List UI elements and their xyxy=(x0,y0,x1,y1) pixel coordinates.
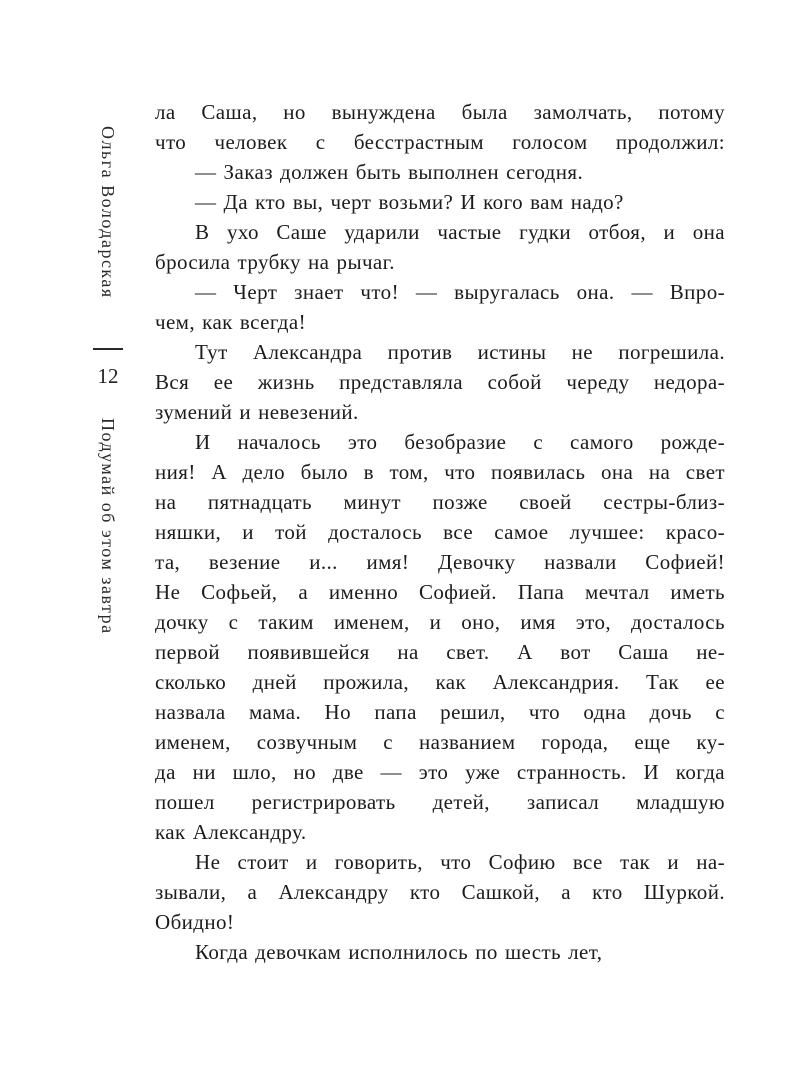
paragraph xyxy=(155,277,725,337)
text-line: сколько дней прожила, как Александрия. Так ее xyxy=(155,670,725,694)
text-line: В ухо Саше ударили частые гудки отбоя, и она xyxy=(195,220,725,244)
text-line: — Заказ должен быть выполнен сегодня. xyxy=(195,160,584,184)
paragraph xyxy=(155,337,725,427)
paragraph xyxy=(155,97,725,157)
text-line: зывали, а Александру кто Сашкой, а кто Шуркой. xyxy=(155,880,725,904)
divider-rule xyxy=(93,348,123,350)
text-line: ла Саша, но вынуждена была замолчать, потому xyxy=(155,100,725,124)
page-number: 12 xyxy=(97,364,119,388)
text-line: няшки, и той досталось все самое лучшее: красо- xyxy=(155,520,725,544)
text-line: именем, созвучным с названием города, еще ку- xyxy=(155,730,725,754)
body-text xyxy=(155,97,725,967)
paragraph xyxy=(155,847,725,937)
text-line: да ни шло, но две — это уже странность. И когда xyxy=(155,760,725,784)
text-line: пошел регистрировать детей, записал младшую xyxy=(155,790,725,814)
text-line: дочку с таким именем, и оно, имя это, досталось xyxy=(155,610,725,634)
paragraph xyxy=(155,937,725,967)
paragraph xyxy=(155,157,725,187)
text-line: И началось это безобразие с самого рожде- xyxy=(195,430,725,454)
text-line: Обидно! xyxy=(155,910,235,934)
text-line: первой появившейся на свет. А вот Саша не- xyxy=(155,640,725,664)
running-title: Подумай об этом завтра xyxy=(98,418,118,635)
text-line: — Черт знает что! — выругалась она. — Впро- xyxy=(195,280,725,304)
text-line: бросила трубку на рычаг. xyxy=(155,250,395,274)
text-line: на пятнадцать минут позже своей сестры-близ- xyxy=(155,490,725,514)
running-author: Ольга Володарская xyxy=(98,126,118,299)
text-line: ния! А дело было в том, что появилась она на свет xyxy=(155,460,725,484)
paragraph xyxy=(155,427,725,847)
paragraph xyxy=(155,187,725,217)
page-margin xyxy=(0,0,150,1080)
text-line: Не Софьей, а именно Софией. Папа мечтал иметь xyxy=(155,580,725,604)
text-line: Когда девочкам исполнилось по шесть лет, xyxy=(195,940,603,964)
text-line: та, везение и... имя! Девочку назвали Софией! xyxy=(155,550,725,574)
text-line: зумений и невезений. xyxy=(155,400,359,424)
paragraph xyxy=(155,217,725,277)
text-line: — Да кто вы, черт возьми? И кого вам надо? xyxy=(195,190,624,214)
text-line: что человек с бесстрастным голосом продолжил: xyxy=(155,130,725,154)
text-line: Вся ее жизнь представляла собой череду недора- xyxy=(155,370,725,394)
text-line: как Александру. xyxy=(155,820,307,844)
text-line: Не стоит и говорить, что Софию все так и на- xyxy=(195,850,725,874)
text-line: назвала мама. Но папа решил, что одна дочь с xyxy=(155,700,725,724)
text-line: чем, как всегда! xyxy=(155,310,306,334)
text-line: Тут Александра против истины не погрешила. xyxy=(195,340,725,364)
